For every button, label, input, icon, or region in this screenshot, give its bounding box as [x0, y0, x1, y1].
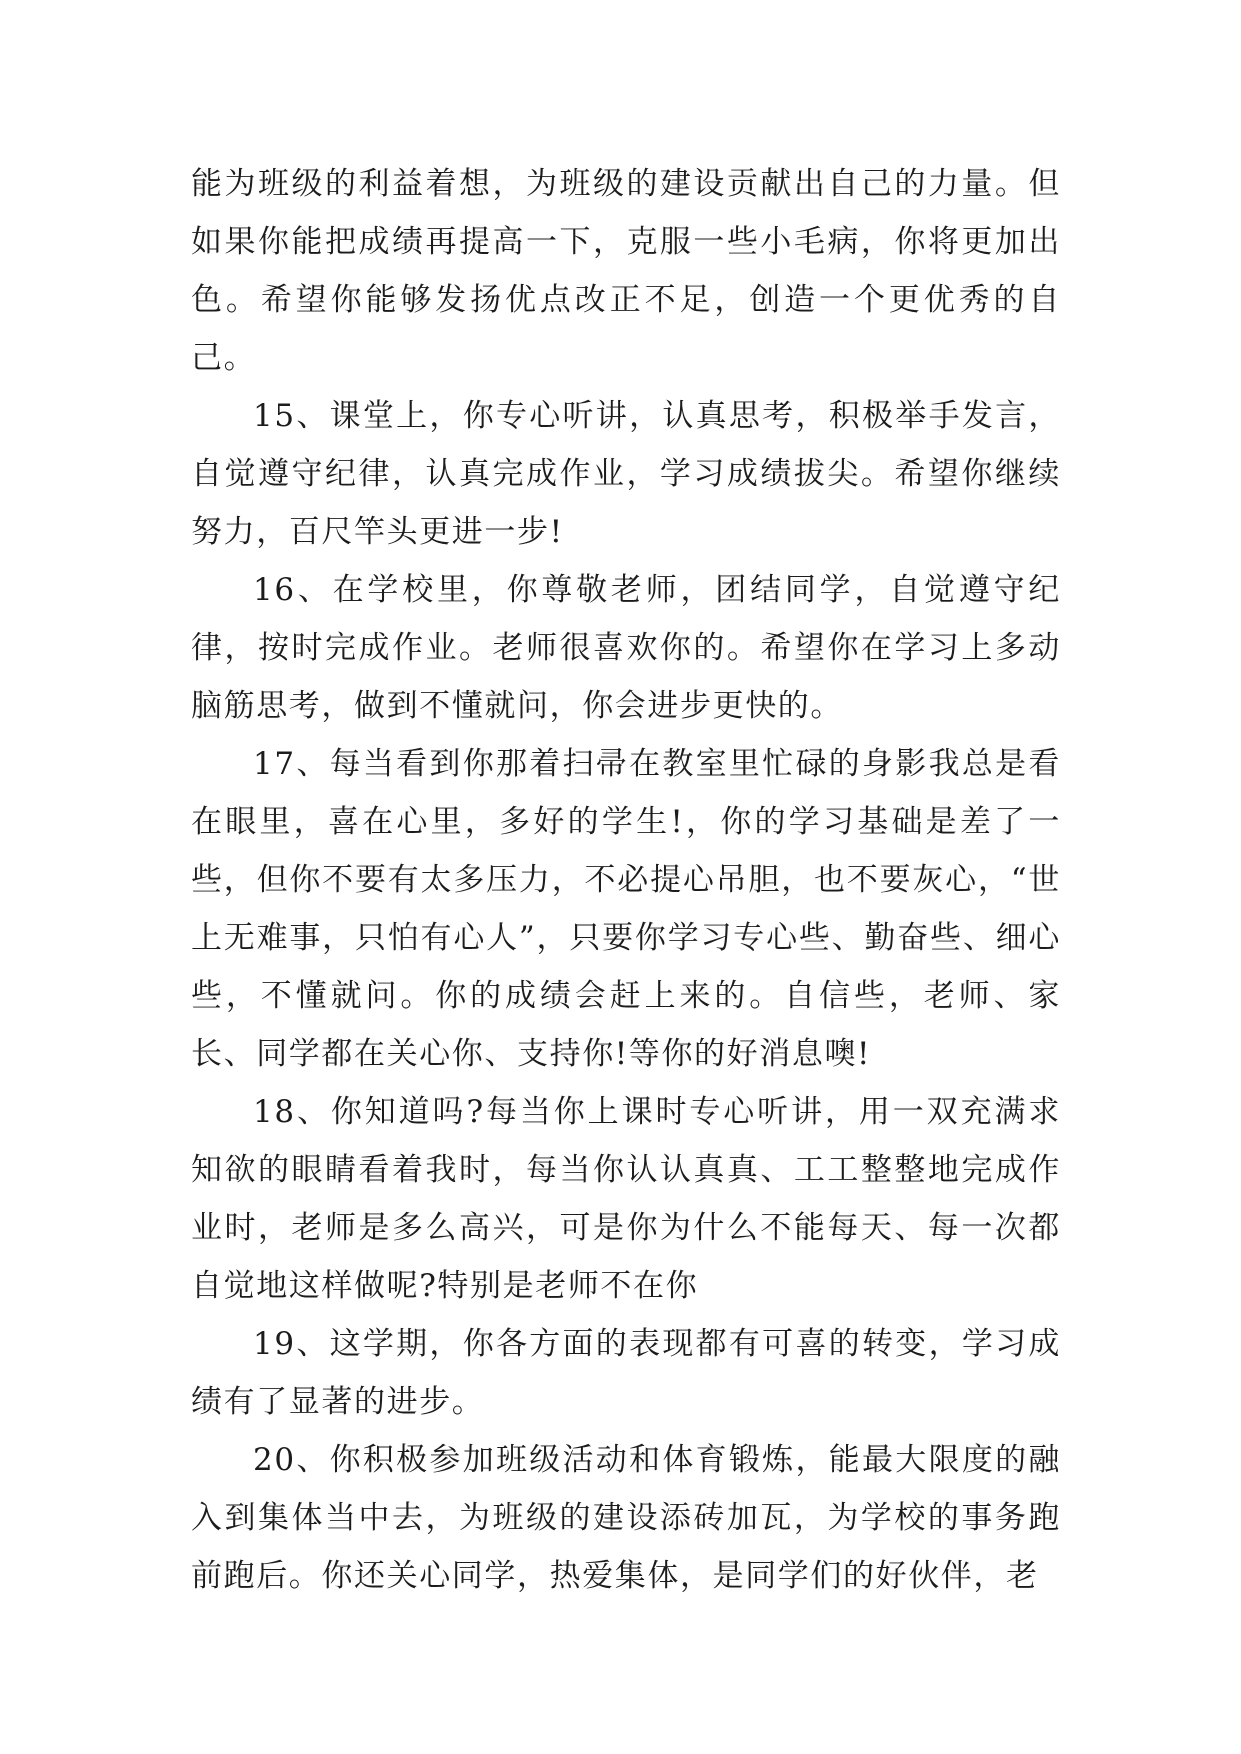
paragraph-item-20: 20、你积极参加班级活动和体育锻炼，能最大限度的融入到集体当中去，为班级的建设添砖加瓦，为学校的事务跑前跑后。你还关心同学，热爱集体，是同学们的好伙伴，老: [191, 1442, 1061, 1594]
paragraph-item-18: 18、你知道吗?每当你上课时专心听讲，用一双充满求知欲的眼睛看着我时，每当你认认真真、工工整整地完成作业时，老师是多么高兴，可是你为什么不能每天、每一次都自觉地这样做呢?特别是老师不在你: [191, 1094, 1061, 1304]
paragraph-item-15: 15、课堂上，你专心听讲，认真思考，积极举手发言，自觉遵守纪律，认真完成作业，学习成绩拔尖。希望你继续努力，百尺竿头更进一步!: [191, 398, 1061, 550]
paragraph-item-19: 19、这学期，你各方面的表现都有可喜的转变，学习成绩有了显著的进步。: [191, 1326, 1061, 1420]
paragraph-item-17: 17、每当看到你那着扫帚在教室里忙碌的身影我总是看在眼里，喜在心里，多好的学生!，你的学习基础是差了一些，但你不要有太多压力，不必提心吊胆，也不要灰心，“世上无难事，只怕有心人”，只要你学习专心些、勤奋些、细心些，不懂就问。你的成绩会赶上来的。自信些，老师、家长、同学都在关心你、支持你!等你的好消息噢!: [191, 746, 1061, 1072]
paragraph-continued: 能为班级的利益着想，为班级的建设贡献出自己的力量。但如果你能把成绩再提高一下，克服一些小毛病，你将更加出色。希望你能够发扬优点改正不足，创造一个更优秀的自己。: [191, 166, 1061, 376]
document-body: [191, 155, 1061, 1605]
paragraph-item-16: 16、在学校里，你尊敬老师，团结同学，自觉遵守纪律，按时完成作业。老师很喜欢你的。希望你在学习上多动脑筋思考，做到不懂就问，你会进步更快的。: [191, 572, 1061, 724]
